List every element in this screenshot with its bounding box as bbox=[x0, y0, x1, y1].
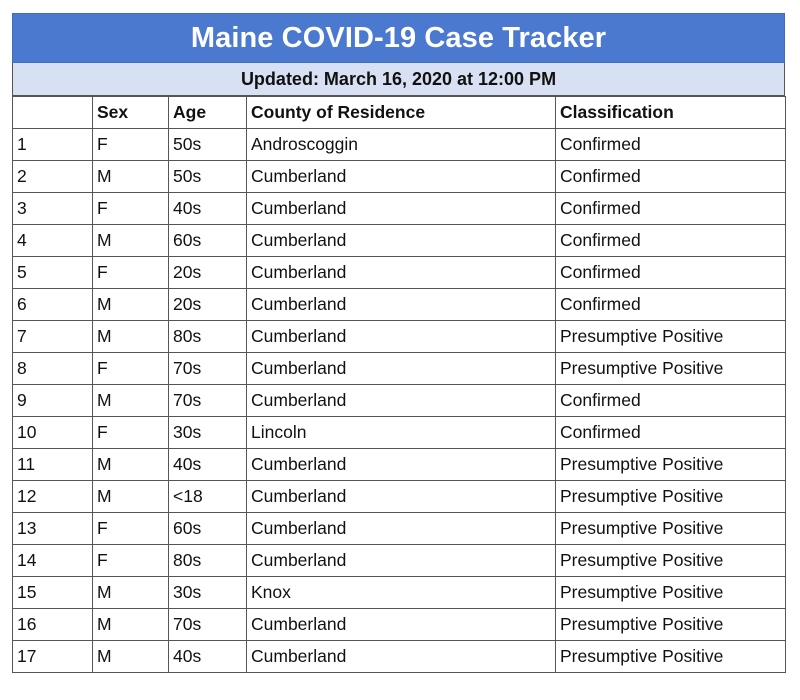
case-number-cell: 2 bbox=[13, 161, 93, 193]
case-number-cell: 4 bbox=[13, 225, 93, 257]
sex-cell: F bbox=[93, 129, 169, 161]
county-cell: Cumberland bbox=[247, 641, 556, 673]
case-number-cell: 7 bbox=[13, 321, 93, 353]
case-number-cell: 1 bbox=[13, 129, 93, 161]
sex-cell: M bbox=[93, 449, 169, 481]
case-number-cell: 8 bbox=[13, 353, 93, 385]
sex-cell: F bbox=[93, 545, 169, 577]
classification-cell: Confirmed bbox=[556, 417, 786, 449]
sex-cell: M bbox=[93, 289, 169, 321]
classification-cell: Presumptive Positive bbox=[556, 353, 786, 385]
case-tracker bbox=[12, 13, 785, 673]
age-cell: 80s bbox=[169, 321, 247, 353]
classification-cell: Confirmed bbox=[556, 385, 786, 417]
sex-cell: F bbox=[93, 193, 169, 225]
age-cell: 40s bbox=[169, 641, 247, 673]
case-number-cell: 13 bbox=[13, 513, 93, 545]
classification-cell: Presumptive Positive bbox=[556, 641, 786, 673]
column-header-age: Age bbox=[169, 97, 247, 129]
age-cell: 50s bbox=[169, 129, 247, 161]
classification-cell: Confirmed bbox=[556, 129, 786, 161]
tracker-title: Maine COVID-19 Case Tracker bbox=[12, 13, 785, 63]
column-header-county: County of Residence bbox=[247, 97, 556, 129]
age-cell: 60s bbox=[169, 225, 247, 257]
table-row bbox=[13, 481, 786, 513]
classification-cell: Presumptive Positive bbox=[556, 481, 786, 513]
age-cell: 50s bbox=[169, 161, 247, 193]
sex-cell: M bbox=[93, 161, 169, 193]
table-row bbox=[13, 513, 786, 545]
classification-cell: Confirmed bbox=[556, 225, 786, 257]
classification-cell: Presumptive Positive bbox=[556, 449, 786, 481]
case-number-cell: 6 bbox=[13, 289, 93, 321]
cases-table bbox=[12, 96, 786, 673]
county-cell: Cumberland bbox=[247, 161, 556, 193]
sex-cell: M bbox=[93, 641, 169, 673]
classification-cell: Presumptive Positive bbox=[556, 577, 786, 609]
table-row bbox=[13, 385, 786, 417]
case-number-cell: 3 bbox=[13, 193, 93, 225]
county-cell: Knox bbox=[247, 577, 556, 609]
classification-cell: Presumptive Positive bbox=[556, 609, 786, 641]
sex-cell: M bbox=[93, 225, 169, 257]
county-cell: Androscoggin bbox=[247, 129, 556, 161]
sex-cell: M bbox=[93, 321, 169, 353]
county-cell: Cumberland bbox=[247, 289, 556, 321]
county-cell: Cumberland bbox=[247, 257, 556, 289]
county-cell: Cumberland bbox=[247, 225, 556, 257]
table-row bbox=[13, 641, 786, 673]
age-cell: 70s bbox=[169, 609, 247, 641]
classification-cell: Presumptive Positive bbox=[556, 545, 786, 577]
age-cell: 30s bbox=[169, 577, 247, 609]
classification-cell: Presumptive Positive bbox=[556, 321, 786, 353]
column-header-classification: Classification bbox=[556, 97, 786, 129]
age-cell: 30s bbox=[169, 417, 247, 449]
table-row bbox=[13, 289, 786, 321]
county-cell: Cumberland bbox=[247, 321, 556, 353]
case-number-cell: 11 bbox=[13, 449, 93, 481]
age-cell: 40s bbox=[169, 193, 247, 225]
table-row bbox=[13, 161, 786, 193]
case-number-cell: 17 bbox=[13, 641, 93, 673]
age-cell: 80s bbox=[169, 545, 247, 577]
table-row bbox=[13, 353, 786, 385]
county-cell: Cumberland bbox=[247, 545, 556, 577]
classification-cell: Confirmed bbox=[556, 193, 786, 225]
case-number-cell: 12 bbox=[13, 481, 93, 513]
table-row bbox=[13, 193, 786, 225]
sex-cell: M bbox=[93, 385, 169, 417]
sex-cell: F bbox=[93, 513, 169, 545]
sex-cell: M bbox=[93, 609, 169, 641]
age-cell: 20s bbox=[169, 257, 247, 289]
classification-cell: Confirmed bbox=[556, 257, 786, 289]
classification-cell: Presumptive Positive bbox=[556, 513, 786, 545]
classification-cell: Confirmed bbox=[556, 161, 786, 193]
column-header-case-number bbox=[13, 97, 93, 129]
table-row bbox=[13, 257, 786, 289]
classification-cell: Confirmed bbox=[556, 289, 786, 321]
sex-cell: F bbox=[93, 353, 169, 385]
table-row bbox=[13, 449, 786, 481]
county-cell: Cumberland bbox=[247, 353, 556, 385]
sex-cell: M bbox=[93, 577, 169, 609]
case-number-cell: 10 bbox=[13, 417, 93, 449]
table-row bbox=[13, 577, 786, 609]
case-number-cell: 9 bbox=[13, 385, 93, 417]
county-cell: Cumberland bbox=[247, 385, 556, 417]
table-header-row bbox=[13, 97, 786, 129]
age-cell: 20s bbox=[169, 289, 247, 321]
county-cell: Cumberland bbox=[247, 513, 556, 545]
case-number-cell: 16 bbox=[13, 609, 93, 641]
sex-cell: M bbox=[93, 481, 169, 513]
case-number-cell: 15 bbox=[13, 577, 93, 609]
county-cell: Lincoln bbox=[247, 417, 556, 449]
updated-timestamp: Updated: March 16, 2020 at 12:00 PM bbox=[12, 63, 785, 96]
sex-cell: F bbox=[93, 417, 169, 449]
column-header-sex: Sex bbox=[93, 97, 169, 129]
age-cell: <18 bbox=[169, 481, 247, 513]
table-row bbox=[13, 609, 786, 641]
case-number-cell: 14 bbox=[13, 545, 93, 577]
age-cell: 40s bbox=[169, 449, 247, 481]
sex-cell: F bbox=[93, 257, 169, 289]
table-row bbox=[13, 129, 786, 161]
age-cell: 70s bbox=[169, 385, 247, 417]
table-row bbox=[13, 417, 786, 449]
county-cell: Cumberland bbox=[247, 193, 556, 225]
age-cell: 60s bbox=[169, 513, 247, 545]
case-number-cell: 5 bbox=[13, 257, 93, 289]
table-row bbox=[13, 545, 786, 577]
table-row bbox=[13, 225, 786, 257]
table-row bbox=[13, 321, 786, 353]
county-cell: Cumberland bbox=[247, 449, 556, 481]
county-cell: Cumberland bbox=[247, 481, 556, 513]
age-cell: 70s bbox=[169, 353, 247, 385]
county-cell: Cumberland bbox=[247, 609, 556, 641]
